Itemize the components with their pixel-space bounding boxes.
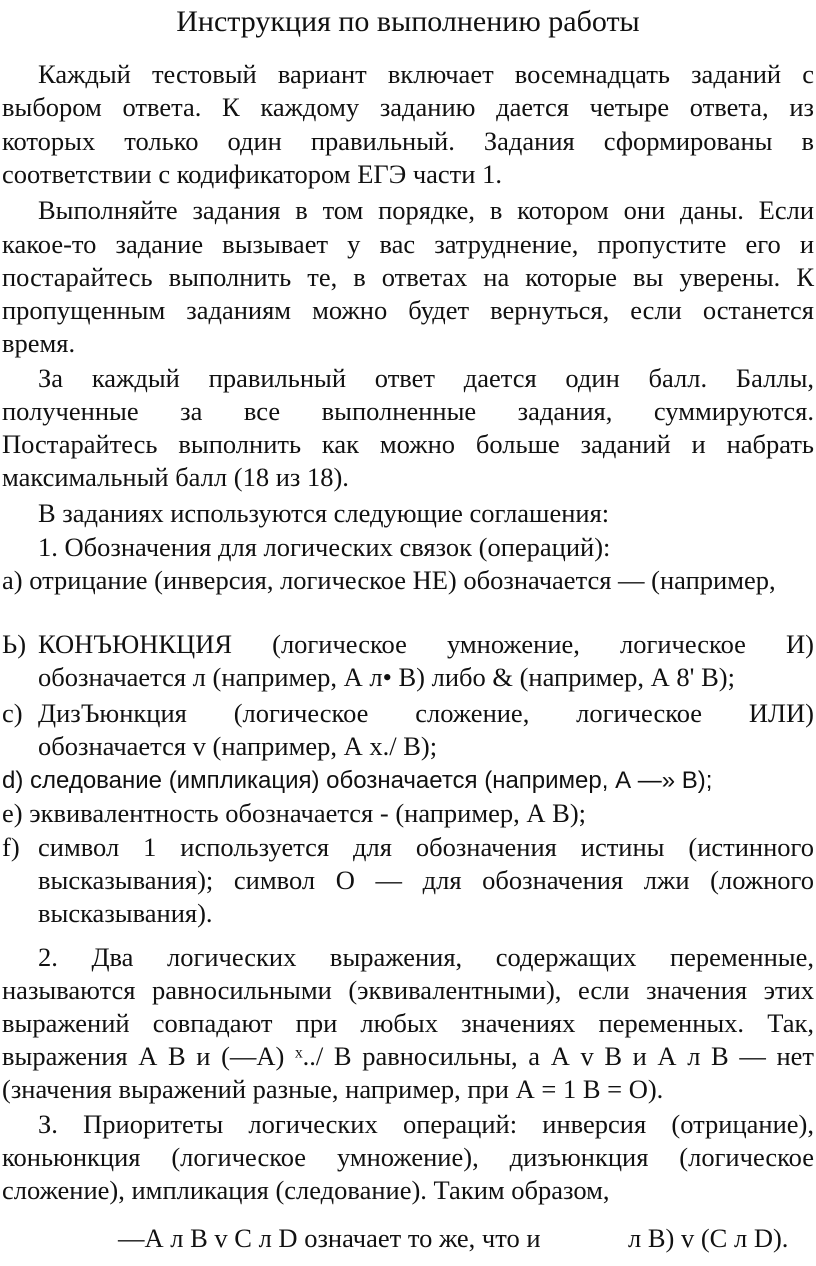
item-f-line: высказывания). (38, 898, 213, 928)
item-b-line: КОНЪЮНКЦИЯ (логическое умножение, логическое И) (38, 629, 814, 659)
paragraph-line: За каждый правильный ответ дается один балл. Баллы, (38, 363, 814, 393)
paragraph-line: которых только один правильный. Задания сформированы в (2, 126, 814, 156)
conventions-intro: В заданиях используются следующие соглашения: (38, 498, 610, 528)
paragraph-line: называются равносильными (эквивалентными), если значения этих (2, 975, 814, 1005)
item-b-marker: Ь) (2, 629, 27, 659)
paragraph-line: выбором ответа. К каждому заданию дается четыре ответа, из (2, 92, 814, 122)
paragraph-line: Выполняйте задания в том порядке, в котором они даны. Если (38, 195, 814, 225)
paragraph-line: Каждый тестовый вариант включает восемнадцать заданий с (38, 59, 814, 89)
paragraph-line: выражений совпадают при любых значениях переменных. Так, (2, 1008, 814, 1038)
item-c-line: ДизЪюнкция (логическое сложение, логическое ИЛИ) (38, 698, 814, 728)
formula-right: л В) v (С л D). (628, 1223, 789, 1253)
paragraph-line: коньюнкция (логическое умножение), дизъюнкция (логическое (2, 1142, 814, 1172)
item1-heading: 1. Обозначения для логических связок (операций): (38, 532, 611, 562)
paragraph-line: сложение), импликация (следование). Таким образом, (2, 1175, 610, 1205)
page-title: Инструкция по выполнению работы (176, 5, 640, 38)
paragraph-line: 2. Два логических выражения, содержащих переменные, (38, 942, 814, 972)
item-b-line: обозначается л (например, А л• В) либо & (например, А 8' В); (38, 662, 735, 692)
paragraph-line: полученные за все выполненные задания, суммируются. (2, 396, 814, 426)
paragraph-line: выражения А В и (—А) ˣ../ В равносильны, а А v В и А л В — нет (2, 1041, 814, 1071)
paragraph-line: постарайтесь выполнить те, в ответах на которые вы уверены. К (2, 262, 814, 292)
item-c-line: обозначается v (например, А х./ В); (38, 731, 438, 761)
item-f-line: символ 1 используется для обозначения истины (истинного (38, 832, 814, 862)
item-e: е) эквивалентность обозначается - (например, А В); (2, 798, 587, 828)
item-d: d) следование (импликация) обозначается (например, А —» В); (2, 767, 713, 794)
formula-left: —А л В v С л D означает то же, что и (118, 1223, 541, 1253)
paragraph-line: соответствии с кодификатором ЕГЭ части 1. (2, 159, 502, 189)
paragraph-line: (значения выражений разные, например, при А = 1 В = О). (2, 1074, 664, 1104)
item-c-marker: с) (2, 698, 23, 728)
paragraph-line: З. Приоритеты логических операций: инверсия (отрицание), (38, 1109, 814, 1139)
paragraph-line: какое-то задание вызывает у вас затруднение, пропустите его и (2, 229, 814, 259)
paragraph-line: максимальный балл (18 из 18). (2, 462, 349, 492)
item-f-line: высказывания); символ О — для обозначения лжи (ложного (38, 865, 814, 895)
item-a: а) отрицание (инверсия, логическое НЕ) обозначается — (например, (2, 565, 776, 595)
paragraph-line: Постарайтесь выполнить как можно больше заданий и набрать (2, 429, 814, 459)
item-f-marker: f) (2, 832, 20, 862)
paragraph-line: пропущенным заданиям можно будет вернуться, если останется (2, 295, 814, 325)
paragraph-line: время. (2, 328, 76, 358)
